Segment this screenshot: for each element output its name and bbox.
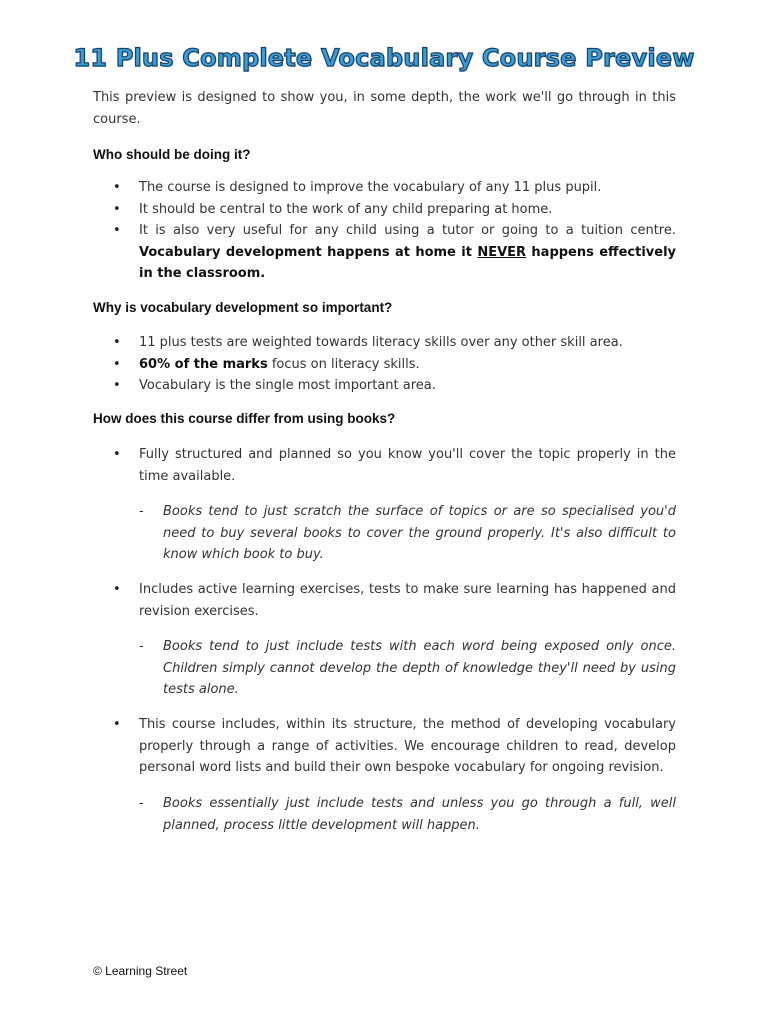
list-item: It should be central to the work of any child preparing at home. (139, 202, 553, 217)
intro-paragraph: This preview is designed to show you, in some depth, the work we'll go through in this course. (93, 90, 676, 127)
section-heading-how: How does this course differ from using books? (93, 411, 396, 426)
list-item: 11 plus tests are weighted towards literacy skills over any other skill area. (139, 335, 623, 350)
sub-item: Books tend to just include tests with each word being exposed only once. Children simply cannot develop the depth of knowledge they'll need by using tests alone. (163, 639, 676, 697)
sub-item: Books essentially just include tests and unless you go through a full, well planned, process little development will happen. (163, 796, 676, 833)
list-item (139, 354, 676, 376)
emphasis-part: Vocabulary development happens at home it (139, 244, 478, 260)
never-emphasis: NEVER (477, 244, 527, 260)
bullet-icon (113, 332, 123, 354)
sub-item: Books tend to just scratch the surface of topics or are so specialised you'd need to buy several books to cover the ground properly. It's also difficult to know which book to buy. (163, 504, 676, 562)
page-title: 11 Plus Complete Vocabulary Course Preview (73, 44, 695, 72)
bullet-icon (113, 220, 123, 242)
emphasis-text (139, 245, 676, 282)
list-item: Fully structured and planned so you know you'll cover the topic properly in the time available. (139, 447, 676, 484)
emphasis-part: happens effectively in the classroom. (139, 244, 677, 281)
bullet-icon (113, 375, 123, 397)
list-item-text: focus on literacy skills. (267, 357, 420, 372)
dash-marker: - (139, 504, 144, 519)
dash-marker: - (139, 639, 144, 654)
list-item: Vocabulary is the single most important area. (139, 378, 436, 393)
list-item: The course is designed to improve the vocabulary of any 11 plus pupil. (139, 180, 602, 195)
list-item: Includes active learning exercises, tests to make sure learning has happened and revision exercises. (139, 582, 676, 619)
section-heading-why: Why is vocabulary development so important? (93, 300, 393, 315)
bullet-icon (113, 714, 123, 736)
list-item: This course includes, within its structure, the method of developing vocabulary properly through a range of activities. We encourage children to read, develop personal word lists and build their own bespoke vocabulary for ongoing revision. (139, 717, 676, 775)
bullet-icon (113, 177, 123, 199)
bullet-icon (113, 444, 123, 466)
copyright-footer: © Learning Street (93, 964, 188, 978)
list-item (139, 220, 676, 285)
list-item-text: It is also very useful for any child using a tutor or going to a tuition centre. (139, 223, 676, 238)
bullet-icon (113, 199, 123, 221)
section-heading-who: Who should be doing it? (93, 147, 251, 162)
bullet-icon (113, 354, 123, 376)
bullet-icon (113, 579, 123, 601)
dash-marker: - (139, 796, 144, 811)
emphasis-text: 60% of the marks (139, 357, 268, 372)
